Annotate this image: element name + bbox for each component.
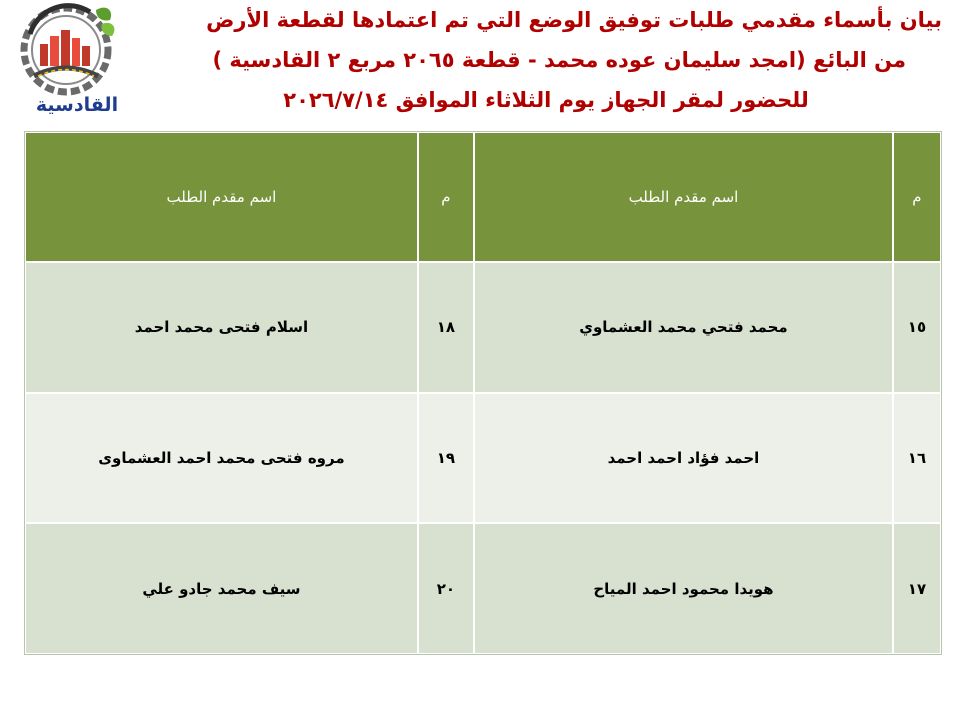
applicants-table [24,131,942,655]
name-cell: احمد فؤاد احمد احمد [474,393,893,524]
title-line-3: للحضور لمقر الجهاز يوم الثلاثاء الموافق ٢٠٢٦/٧/١٤ [283,88,809,112]
header-serial-left: م [418,132,474,262]
serial-cell: ١٨ [418,262,474,393]
table-header-row [25,132,941,262]
serial-cell: ٢٠ [418,523,474,654]
qadisiya-logo [10,0,122,128]
table-row [25,262,941,393]
name-cell: سيف محمد جادو علي [25,523,418,654]
logo-emblem-icon [10,0,122,100]
name-cell: مروه فتحى محمد احمد العشماوى [25,393,418,524]
name-cell: محمد فتحي محمد العشماوي [474,262,893,393]
serial-cell: ١٦ [893,393,941,524]
table-row [25,523,941,654]
header-serial-right: م [893,132,941,262]
serial-cell: ١٧ [893,523,941,654]
header-name-left: اسم مقدم الطلب [25,132,418,262]
name-cell: اسلام فتحى محمد احمد [25,262,418,393]
title-line-2: من البائع (امجد سليمان عوده محمد - قطعة ٢٠٦٥ مربع ٢ القادسية ) [212,48,906,72]
table-row [25,393,941,524]
header-name-right: اسم مقدم الطلب [474,132,893,262]
serial-cell: ١٥ [893,262,941,393]
serial-cell: ١٩ [418,393,474,524]
name-cell: هويدا محمود احمد المياح [474,523,893,654]
title-line-1: بيان بأسماء مقدمي طلبات توفيق الوضع التي تم اعتمادها لقطعة الأرض [206,8,942,32]
document-title [130,0,942,128]
logo-label: القادسية [35,94,119,116]
